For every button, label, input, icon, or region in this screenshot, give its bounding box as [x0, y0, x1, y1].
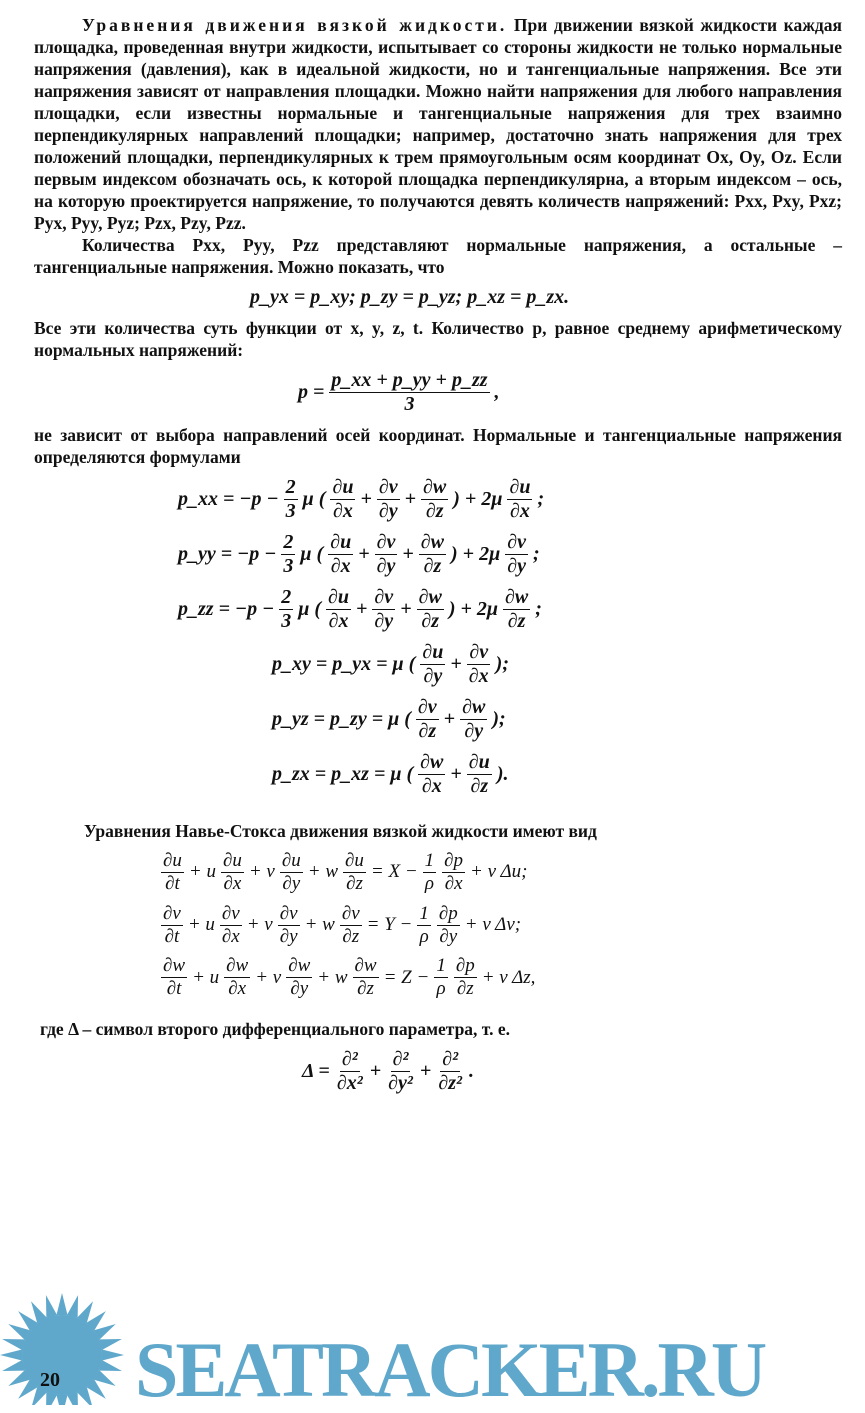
- denominator: ∂z: [357, 978, 374, 1000]
- equation-term: = Y −: [366, 914, 413, 936]
- fraction: [505, 531, 528, 578]
- denominator: ∂y: [507, 555, 526, 577]
- numerator: ∂u: [330, 531, 352, 553]
- equation-term: = X −: [370, 861, 418, 883]
- denominator: ∂z: [423, 555, 442, 577]
- equation-term: Δ =: [302, 1060, 330, 1083]
- numerator: ∂v: [507, 531, 526, 553]
- fraction: [161, 903, 183, 948]
- numerator: ∂w: [423, 476, 447, 498]
- equation-group: [34, 850, 842, 1000]
- paragraph-laplacian: где Δ – символ второго дифференциального параметра, т. е.: [40, 1019, 510, 1040]
- equation-term: +: [369, 1060, 382, 1083]
- equation-term: p_zx = p_xz = μ (: [272, 763, 414, 785]
- denominator: 3: [404, 393, 415, 415]
- denominator: 3: [283, 555, 294, 577]
- equation-term: ;: [532, 543, 540, 565]
- equation-term: +: [400, 598, 412, 620]
- sun-ray: [0, 1349, 22, 1360]
- equation-term: );: [492, 708, 506, 730]
- fraction: [161, 955, 187, 1000]
- numerator: ∂p: [438, 902, 458, 924]
- fraction: [420, 641, 445, 688]
- denominator: ∂y: [374, 610, 394, 632]
- equation: [270, 751, 842, 798]
- equation-term: μ (: [302, 488, 326, 510]
- equation: [248, 286, 842, 309]
- equation-term: );: [495, 653, 509, 675]
- fraction: [423, 850, 437, 895]
- denominator: ∂x: [421, 775, 442, 797]
- equation-term: + w: [304, 914, 335, 936]
- fraction: [417, 903, 431, 948]
- fraction: [467, 641, 491, 688]
- equation: [300, 1048, 842, 1095]
- equation: [270, 641, 842, 688]
- equation: [296, 369, 842, 416]
- equation-group: [34, 476, 842, 633]
- sun-ray: [56, 1395, 67, 1405]
- paragraph-normal-stresses: Количества Pxx, Pyy, Pzz представляют нормальные напряжения, а остальные – тангенциальные напряжения. Можно показать, что: [34, 235, 842, 277]
- fraction: [377, 476, 400, 523]
- equation-term: + u: [192, 966, 220, 988]
- equation-term: +: [443, 708, 456, 730]
- equation-term: +: [356, 598, 368, 620]
- equation-term: ).: [496, 763, 509, 785]
- denominator: ∂x: [468, 665, 489, 687]
- equation-group: [34, 1048, 842, 1095]
- equation-term: +: [450, 763, 462, 785]
- equation-term: + v: [246, 914, 273, 936]
- numerator: ∂v: [374, 586, 394, 608]
- sun-ray: [56, 1293, 67, 1315]
- numerator: ∂w: [354, 955, 377, 977]
- denominator: ∂z: [418, 720, 437, 742]
- denominator: ∂x: [333, 500, 353, 522]
- equation-term: ,: [494, 381, 500, 403]
- numerator: ∂²: [392, 1048, 409, 1071]
- denominator: ∂z: [421, 610, 440, 632]
- denominator: ∂z: [507, 610, 526, 632]
- numerator: ∂v: [417, 696, 437, 718]
- numerator: 2: [281, 586, 292, 608]
- equation-term: p_xx = −p −: [178, 488, 279, 510]
- equation-term: μ (: [300, 543, 324, 565]
- page-number: 20: [40, 1369, 60, 1391]
- equation-term: + u: [187, 914, 215, 936]
- denominator: ∂x: [328, 610, 349, 632]
- numerator: ∂v: [341, 902, 360, 924]
- denominator: ∂x: [223, 872, 242, 894]
- fraction: [220, 903, 242, 948]
- equation: [158, 850, 842, 895]
- equation-term: +: [402, 543, 414, 565]
- numerator: ∂u: [332, 476, 354, 498]
- numerator: 1: [424, 850, 435, 871]
- numerator: 1: [436, 955, 446, 977]
- fraction: [467, 751, 492, 798]
- numerator: ∂w: [163, 955, 186, 977]
- equation-term: ) + 2μ: [453, 488, 503, 510]
- numerator: ∂v: [378, 476, 398, 498]
- fraction: [434, 955, 448, 1000]
- fraction: [442, 850, 465, 895]
- equation: [158, 955, 842, 1000]
- denominator: ∂y: [279, 925, 298, 947]
- equation-term: ;: [537, 488, 545, 510]
- numerator: ∂w: [418, 586, 442, 608]
- watermark: SEATRACKER.RU: [135, 1326, 765, 1413]
- numerator: p_xx + p_yy + p_zz: [331, 369, 488, 391]
- equation-term: +: [419, 1060, 432, 1083]
- fraction: [329, 369, 489, 416]
- numerator: ∂w: [288, 955, 311, 977]
- equation-term: + ν Δu;: [470, 861, 528, 883]
- section-heading: Уравнения движения вязкой жидкости.: [82, 15, 508, 35]
- paragraph-functions: Все эти количества суть функции от x, y, z, t. Количество p, равное среднему арифметическому нормальных напряжений:: [34, 318, 842, 360]
- numerator: ∂u: [328, 586, 350, 608]
- equation-term: ;: [535, 598, 542, 620]
- equation-term: p_yz = p_zy = μ (: [272, 708, 411, 730]
- equation-term: ) + 2μ: [448, 598, 499, 620]
- denominator: ∂z: [342, 925, 360, 947]
- denominator: ∂y: [282, 872, 301, 894]
- equation-term: + u: [188, 861, 216, 883]
- denominator: ∂x: [221, 925, 240, 947]
- numerator: ∂p: [444, 850, 464, 871]
- denominator: ∂z: [346, 872, 363, 894]
- numerator: ∂v: [376, 531, 396, 553]
- equation: [176, 476, 842, 523]
- fraction: [436, 1048, 464, 1095]
- fraction: [278, 903, 300, 948]
- equation-term: + ν Δv;: [464, 914, 522, 936]
- equation-term: μ (: [298, 598, 321, 620]
- equation-term: +: [450, 653, 462, 675]
- numerator: ∂w: [462, 696, 486, 718]
- equation-term: ) + 2μ: [451, 543, 501, 565]
- equation-group: [34, 369, 842, 416]
- fraction: [280, 850, 303, 895]
- denominator: ∂y: [439, 925, 458, 947]
- fraction: [353, 955, 379, 1000]
- numerator: ∂p: [455, 955, 475, 977]
- denominator: ∂y: [290, 978, 309, 1000]
- equation-term: +: [404, 488, 417, 510]
- equation-term: p_zz = −p −: [178, 598, 275, 620]
- fraction: [279, 586, 293, 633]
- equation-group: [34, 641, 842, 798]
- numerator: ∂w: [226, 955, 249, 977]
- sun-ray: [102, 1349, 124, 1360]
- equation-term: p_xy = p_yx = μ (: [272, 653, 416, 675]
- denominator: ∂t: [165, 872, 180, 894]
- numerator: 2: [285, 476, 296, 498]
- sun-ray: [99, 1339, 122, 1350]
- sun-ray: [2, 1360, 25, 1371]
- fraction: [221, 850, 244, 895]
- sun-ray: [67, 1295, 78, 1318]
- denominator: 3: [281, 610, 292, 632]
- equation-term: .: [468, 1060, 474, 1083]
- numerator: ∂u: [345, 850, 364, 871]
- denominator: 3: [285, 500, 296, 522]
- numerator: ∂u: [468, 751, 490, 773]
- fraction: [375, 531, 398, 578]
- denominator: ∂t: [166, 978, 182, 1000]
- fraction: [224, 955, 250, 1000]
- numerator: ∂²: [442, 1048, 459, 1071]
- denominator: ∂z: [470, 775, 489, 797]
- sun-ray: [2, 1339, 25, 1350]
- numerator: ∂u: [509, 476, 531, 498]
- numerator: ∂v: [469, 641, 489, 663]
- denominator: ∂x: [510, 500, 530, 522]
- denominator: ∂z: [425, 500, 444, 522]
- sun-disc: [22, 1315, 102, 1395]
- denominator: ∂t: [164, 925, 180, 947]
- fraction: [460, 696, 487, 743]
- numerator: ∂u: [222, 850, 242, 871]
- denominator: ρ: [419, 925, 429, 947]
- numerator: ∂u: [163, 850, 182, 871]
- numerator: ∂w: [420, 531, 445, 553]
- fraction: [421, 476, 448, 523]
- equation-term: +: [358, 543, 370, 565]
- equation-term: p =: [298, 381, 325, 403]
- paragraph-intro: [34, 14, 842, 234]
- numerator: ∂u: [281, 850, 301, 871]
- denominator: ∂y: [378, 500, 398, 522]
- sun-ray: [99, 1360, 122, 1371]
- denominator: ρ: [424, 872, 434, 894]
- equation: [270, 696, 842, 743]
- sun-ray: [46, 1295, 57, 1318]
- equation-term: + v: [248, 861, 275, 883]
- numerator: 1: [419, 902, 429, 924]
- denominator: ∂y²: [388, 1072, 413, 1095]
- sun-logo-icon: [0, 1275, 130, 1405]
- numerator: ∂v: [163, 902, 181, 924]
- fraction: [343, 850, 366, 895]
- fraction: [454, 955, 477, 1000]
- equation-group: [34, 286, 842, 309]
- numerator: ∂w: [420, 751, 444, 773]
- denominator: ∂z²: [438, 1072, 462, 1095]
- fraction: [286, 955, 312, 1000]
- denominator: ∂y: [423, 665, 443, 687]
- fraction: [419, 531, 446, 578]
- equation-term: + w: [307, 861, 339, 883]
- equation-term: + v: [255, 966, 282, 988]
- fraction: [281, 531, 295, 578]
- fraction: [418, 751, 445, 798]
- fraction: [161, 850, 184, 895]
- equation: [176, 586, 842, 633]
- denominator: ∂x: [228, 978, 247, 1000]
- numerator: 2: [283, 531, 294, 553]
- denominator: ρ: [436, 978, 446, 1000]
- numerator: ∂v: [279, 902, 298, 924]
- denominator: ∂x: [330, 555, 351, 577]
- fraction: [372, 586, 395, 633]
- denominator: ∂y: [376, 555, 396, 577]
- numerator: ∂w: [505, 586, 529, 608]
- equation-term: p_yx = p_xy; p_zy = p_yz; p_xz = p_zx.: [250, 286, 570, 308]
- numerator: ∂v: [221, 902, 240, 924]
- equation: [176, 531, 842, 578]
- paragraph-text: При движении вязкой жидкости каждая площадка, проведенная внутри жидкости, испытывает со стороны жидкости не только нормальные напряжения (давления), как в идеальной жидкости, но и тангенциальные напряжения. Все эти напряжения зависят от направления площадки. Можно найти напряжения для любого направления площадки, если известны нормальные и тангенциальные напряжения для трех взаимно перпендикулярных направлений площадки; например, достаточно знать напряжения для трех положений площадки, перпендикулярных к трем прямоугольным осям координат Ox, Oy, Oz. Если первым индексом обозначать ось, к которой площадка перпендикулярна, а вторым индексом – ось, на которую проектируется напряжение, то получаются девять количеств напряжений: Pxx, Pxy, Pxz; Pyx, Pyy, Pyz; Pzx, Pzy, Pzz.: [34, 15, 842, 233]
- fraction: [328, 531, 353, 578]
- denominator: ∂x: [444, 872, 463, 894]
- paragraph-navier-stokes: Уравнения Навье-Стокса движения вязкой жидкости имеют вид: [84, 821, 597, 841]
- equation-term: + ν Δz,: [481, 966, 536, 988]
- numerator: ∂u: [422, 641, 444, 663]
- fraction: [503, 586, 530, 633]
- paragraph-formulas: не зависит от выбора направлений осей координат. Нормальные и тангенциальные напряжения определяются формулами: [34, 425, 842, 467]
- fraction: [330, 476, 355, 523]
- denominator: ∂x²: [336, 1072, 363, 1095]
- fraction: [326, 586, 351, 633]
- equation-term: = Z −: [383, 966, 430, 988]
- fraction: [284, 476, 298, 523]
- fraction: [417, 586, 444, 633]
- equation: [158, 903, 842, 948]
- fraction: [437, 903, 460, 948]
- fraction: [416, 696, 439, 743]
- equation-term: +: [360, 488, 372, 510]
- denominator: ∂z: [456, 978, 474, 1000]
- fraction: [507, 476, 532, 523]
- denominator: ∂y: [464, 720, 484, 742]
- fraction: [340, 903, 362, 948]
- equation-term: + w: [317, 966, 348, 988]
- fraction: [335, 1048, 365, 1095]
- numerator: ∂²: [341, 1048, 358, 1071]
- equation-term: p_yy = −p −: [178, 543, 277, 565]
- fraction: [386, 1048, 415, 1095]
